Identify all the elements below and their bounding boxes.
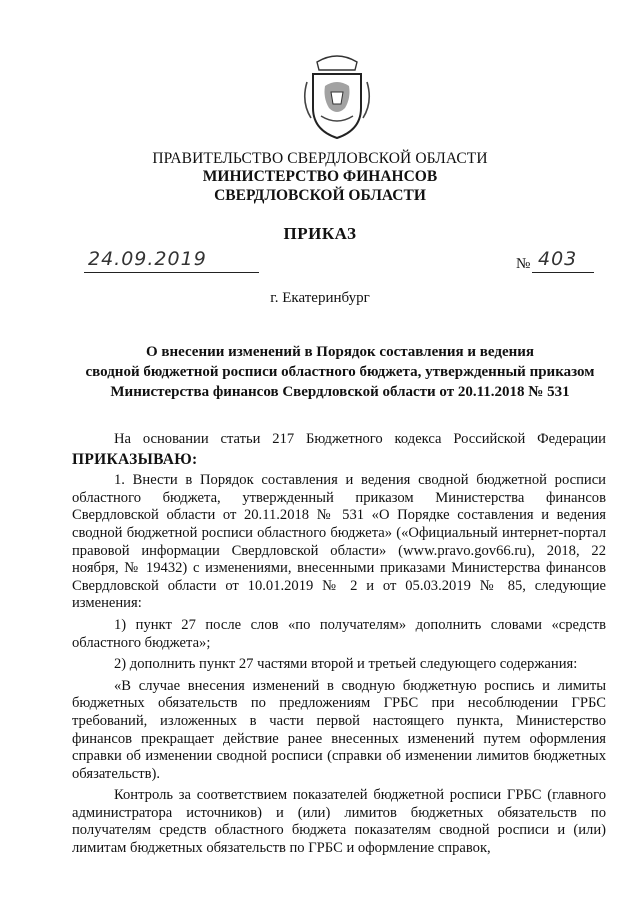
number-label: № (516, 256, 531, 272)
document-body (72, 431, 606, 862)
government-name: ПРАВИТЕЛЬСТВО СВЕРДЛОВСКОЙ ОБЛАСТИ (152, 150, 488, 167)
ministry-name: МИНИСТЕРСТВО ФИНАНСОВ (202, 168, 438, 185)
order-word: ПРИКАЗЫВАЮ: (72, 450, 198, 468)
document-type: ПРИКАЗ (283, 224, 357, 243)
city: г. Екатеринбург (270, 290, 370, 306)
document-title (60, 342, 620, 402)
paragraph: Контроль за соответствием показателей бюджетной росписи ГРБС (главного администратора источников) и (или) лимитов бюджетных обязательств по получателям средств областного бюджета показателям сводной росписи и (или) лимитам бюджетных обязательств по ГРБС и оформление справок, (72, 787, 606, 857)
number-underline (532, 272, 594, 273)
paragraph: 2) дополнить пункт 27 частями второй и третьей следующего содержания: (114, 656, 578, 673)
title-line: сводной бюджетной росписи областного бюджета, утвержденный приказом (85, 364, 595, 380)
paragraph: 1) пункт 27 после слов «по получателям» дополнить словами «средств областного бюджета»; (72, 616, 606, 651)
coat-of-arms-emblem (303, 52, 371, 142)
handwritten-date: 24.09.2019 (88, 248, 207, 270)
paragraph: «В случае внесения изменений в сводную бюджетную роспись и лимиты бюджетных обязательств по предложениям ГРБС при несоблюдении ГРБС требований, изложенных в части первой настоящего пункта, Министерство финансов прекращает действие ранее внесенных изменений путем оформления справки об изменении сводной росписи (справки об изменении лимитов бюджетных обязательств). (72, 677, 606, 782)
basis-paragraph: На основании статьи 217 Бюджетного кодекса Российской Федерации (114, 431, 606, 447)
paragraph: 1. Внести в Порядок составления и ведения сводной бюджетной росписи областного бюджета, утвержденный приказом Министерства финансов Свердловской области от 20.11.2018 № 531 «О Порядке составления и ведения сводной бюджетной росписи областного бюджета» («Официальный интернет-портал правовой информации Свердловской области» (www.pravo.gov66.ru), 2018, 22 ноября, № 19432) с изменениями, внесенными приказами Министерства финансов Свердловской области от 10.01.2019 № 2 и от 05.03.2019 № 85, следующие изменения: (72, 472, 606, 612)
title-line: Министерства финансов Свердловской области от 20.11.2018 № 531 (110, 384, 570, 400)
date-underline (84, 272, 259, 273)
ministry-region: СВЕРДЛОВСКОЙ ОБЛАСТИ (214, 187, 426, 204)
title-line: О внесении изменений в Порядок составления и ведения (145, 344, 535, 360)
handwritten-number: 403 (538, 248, 578, 270)
